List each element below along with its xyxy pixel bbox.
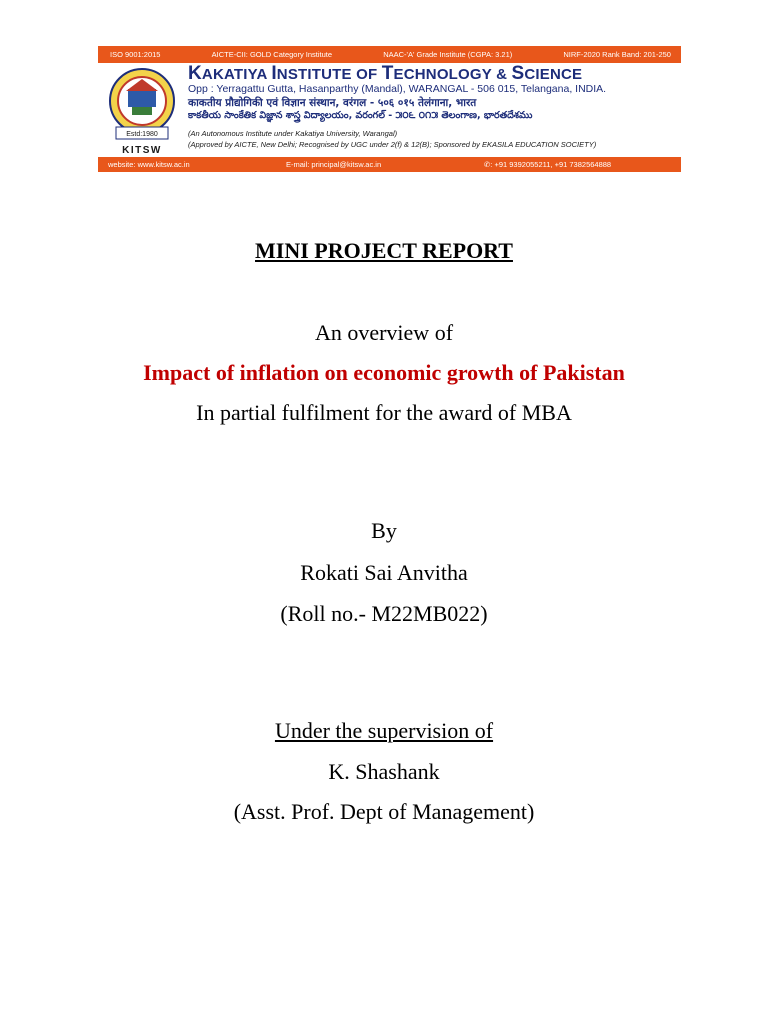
institute-logo bbox=[108, 67, 176, 143]
email: E-mail: principal@kitsw.ac.in bbox=[286, 160, 382, 169]
approval-note: (Approved by AICTE, New Delhi; Recognised by UGC under 2(f) & 12(B); Sponsored by EKASILA EDUCATION SOCIETY) bbox=[188, 140, 597, 149]
supervisor-name: K. Shashank bbox=[328, 759, 440, 784]
letterhead-top-bar bbox=[98, 46, 681, 63]
report-topic: Impact of inflation on economic growth of Pakistan bbox=[143, 360, 625, 385]
iso-certification: ISO 9001:2015 bbox=[110, 50, 161, 59]
website: website: www.kitsw.ac.in bbox=[108, 160, 190, 169]
institute-name-telugu: కాకతీయ సాంకేతిక విజ్ఞాన శాస్త్ర విద్యాలయం, వరంగల్ - ౫౦౬ ౦౧౫ తెలంగాణ, భారతదేశము bbox=[188, 110, 533, 121]
institute-name: KAKATIYA INSTITUTE OF TECHNOLOGY & SCIENCE bbox=[188, 63, 583, 84]
nirf-rank: NIRF-2020 Rank Band: 201-250 bbox=[563, 50, 671, 59]
by-line: By bbox=[371, 518, 397, 543]
supervisor-designation: (Asst. Prof. Dept of Management) bbox=[233, 799, 535, 824]
report-title: MINI PROJECT REPORT bbox=[255, 238, 513, 263]
letterhead bbox=[98, 46, 681, 172]
letterhead-body bbox=[98, 63, 681, 157]
phone: ✆: +91 9392055211, +91 7382564888 bbox=[484, 160, 612, 169]
logo-estd: Estd:1980 bbox=[126, 131, 158, 138]
aicte-category: AICTE-CII: GOLD Category Institute bbox=[211, 50, 333, 59]
roll-number: (Roll no.- M22MB022) bbox=[280, 601, 488, 626]
letterhead-bottom-bar bbox=[98, 157, 681, 172]
institute-abbreviation: KITSW bbox=[122, 145, 162, 156]
overview-line: An overview of bbox=[314, 320, 454, 345]
institute-address: Opp : Yerragattu Gutta, Hasanparthy (Mandal), WARANGAL - 506 015, Telangana, INDIA. bbox=[188, 83, 607, 95]
supervision-heading: Under the supervision of bbox=[274, 718, 494, 743]
author-name: Rokati Sai Anvitha bbox=[300, 560, 468, 585]
naac-grade: NAAC-'A' Grade Institute (CGPA: 3.21) bbox=[383, 50, 513, 59]
partial-fulfilment-line: In partial fulfilment for the award of MBA bbox=[196, 400, 572, 425]
institute-name-hindi: काकतीय प्रौद्योगिकी एवं विज्ञान संस्थान, वरंगल - ५०६ ०१५ तेलंगाना, भारत bbox=[188, 97, 477, 109]
autonomous-note: (An Autonomous Institute under Kakatiya University, Warangal) bbox=[188, 129, 398, 138]
